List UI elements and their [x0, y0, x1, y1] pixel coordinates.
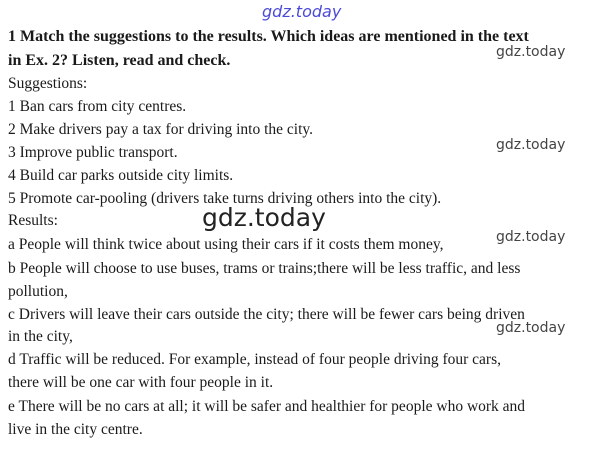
result-line-d-cont: there will be one car with four people in it.: [8, 374, 274, 391]
watermark-right-2: gdz.today: [496, 137, 566, 153]
watermark-center: gdz.today: [202, 203, 326, 232]
result-line-a: a People will think twice about using their cars if it costs them money,: [8, 236, 444, 253]
suggestion-item-4: 4 Build car parks outside city limits.: [8, 167, 234, 184]
task-instruction-line-2: in Ex. 2? Listen, read and check.: [8, 52, 231, 69]
result-line-c: c Drivers will leave their cars outside the city; there will be fewer cars being driven: [8, 306, 525, 323]
suggestions-heading: Suggestions:: [8, 75, 88, 92]
result-line-c-cont: in the city,: [8, 328, 73, 345]
result-line-b: b People will choose to use buses, trams or trains;there will be less traffic, and less: [8, 260, 521, 277]
result-line-e: e There will be no cars at all; it will be safer and healthier for people who work and: [8, 398, 526, 415]
task-instruction-line-1: 1 Match the suggestions to the results. Which ideas are mentioned in the text: [8, 28, 529, 45]
suggestion-item-3: 3 Improve public transport.: [8, 144, 178, 161]
suggestion-item-2: 2 Make drivers pay a tax for driving into the city.: [8, 121, 314, 138]
watermark-top: gdz.today: [262, 2, 342, 21]
watermark-right-1: gdz.today: [496, 44, 566, 60]
watermark-right-4: gdz.today: [496, 320, 566, 336]
result-line-d: d Traffic will be reduced. For example, instead of four people driving four cars,: [8, 351, 501, 368]
results-heading: Results:: [8, 212, 58, 229]
watermark-right-3: gdz.today: [496, 229, 566, 245]
suggestion-item-5: 5 Promote car-pooling (drivers take turns driving others into the city).: [8, 190, 442, 207]
result-line-b-cont: pollution,: [8, 283, 68, 300]
result-line-e-cont: live in the city centre.: [8, 421, 143, 438]
suggestion-item-1: 1 Ban cars from city centres.: [8, 98, 187, 115]
